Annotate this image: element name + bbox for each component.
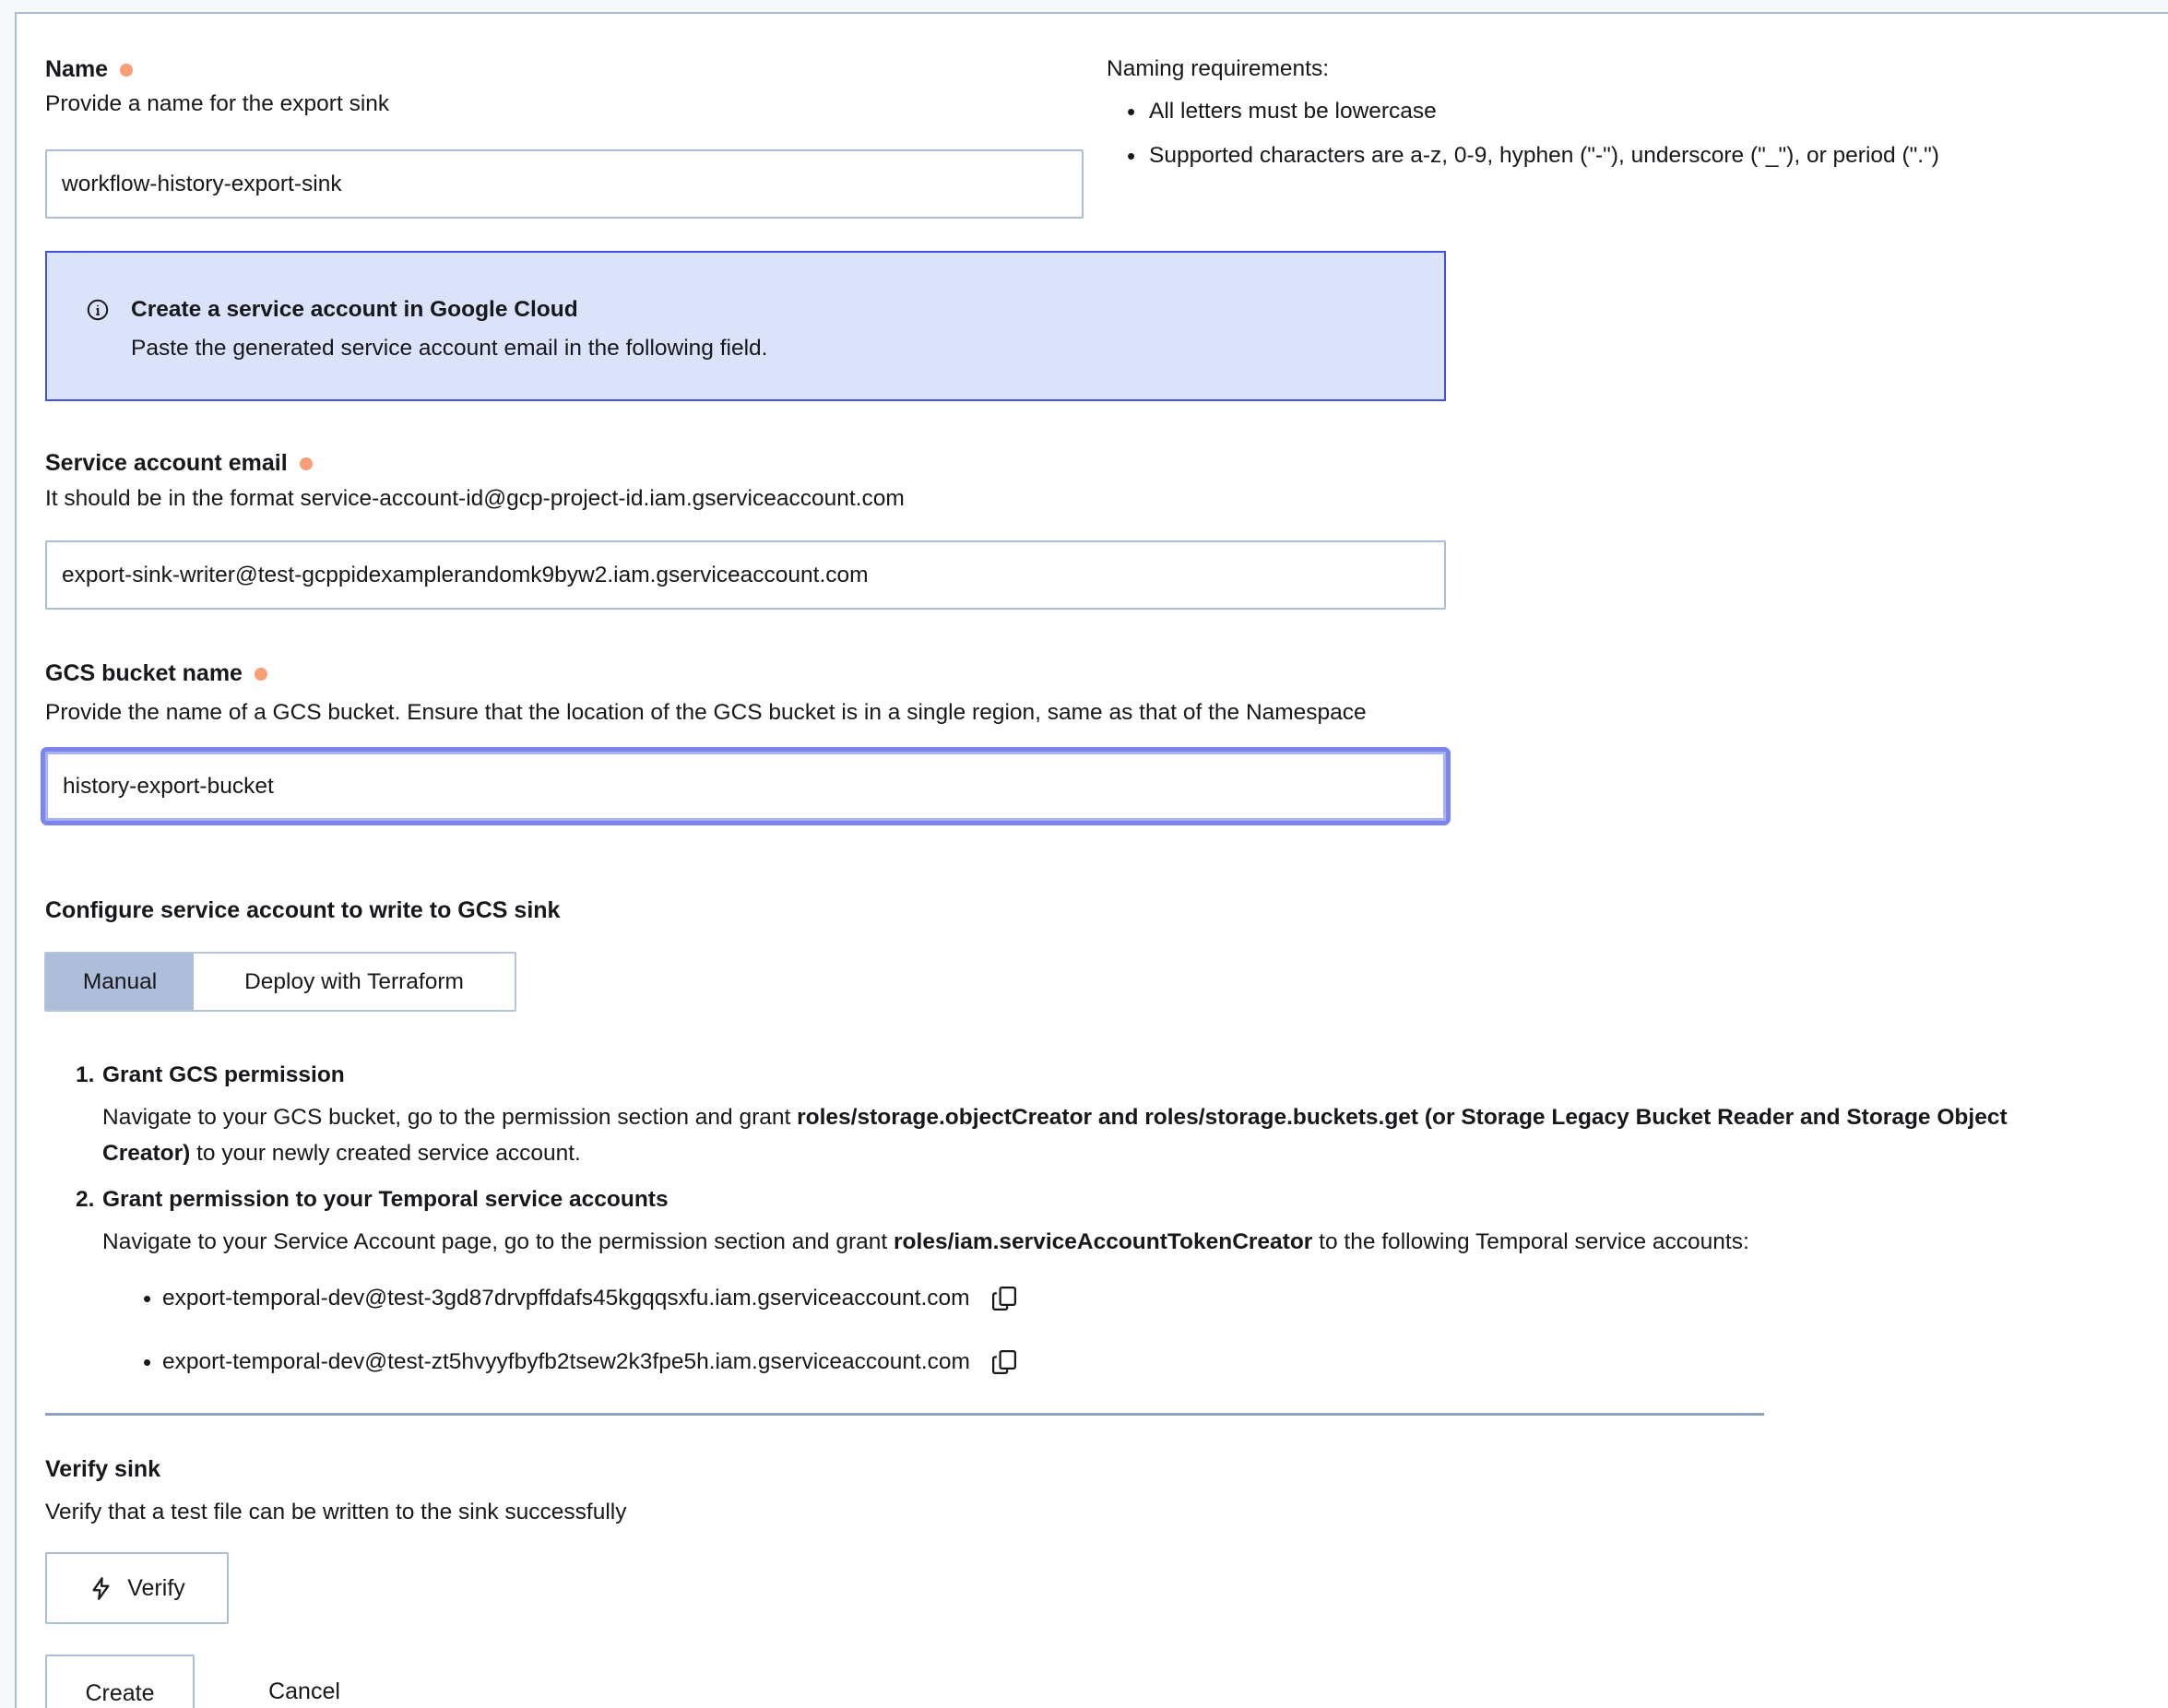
naming-requirement-item: • All letters must be lowercase: [1107, 95, 2167, 128]
step-body-text: Navigate to your GCS bucket, go to the permission section and grant: [102, 1105, 798, 1130]
bucket-label-text: GCS bucket name: [45, 660, 243, 686]
step-title: Grant permission to your Temporal service accounts: [102, 1187, 669, 1212]
copy-email-button[interactable]: [990, 1348, 1018, 1376]
verify-sink-description: Verify that a test file can be written to the sink successfully: [45, 1500, 627, 1524]
service-account-label: [45, 447, 313, 479]
service-account-input[interactable]: [45, 540, 1446, 610]
create-button[interactable]: Create: [45, 1655, 195, 1708]
step-body: [102, 1224, 2094, 1260]
service-account-description: It should be in the format service-account-id@gcp-project-id.iam.gserviceaccount.com: [45, 486, 905, 511]
naming-requirements-list: [1107, 95, 2167, 172]
lightning-bolt-icon: [89, 1576, 113, 1601]
export-sink-form-panel: [15, 12, 2168, 1708]
bucket-input[interactable]: [45, 752, 1446, 821]
configure-section-title: Configure service account to write to GCS sink: [45, 897, 561, 923]
service-account-item: [162, 1282, 2095, 1315]
verify-sink-title: Verify sink: [45, 1456, 161, 1482]
step-body-text: to your newly created service account.: [190, 1141, 581, 1166]
info-banner-description: Paste the generated service account email in the following field.: [131, 336, 768, 361]
service-account-email: • export-temporal-dev@test-3gd87drvpffdafs45kgqqsxfu.iam.gserviceaccount.com: [162, 1286, 970, 1311]
step-grant-temporal-permission: [76, 1183, 2095, 1379]
bucket-label: [45, 658, 267, 689]
service-account-label-text: Service account email: [45, 450, 288, 476]
step-body-text: Navigate to your Service Account page, go to the permission section and grant: [102, 1229, 894, 1254]
section-divider: [45, 1413, 1764, 1416]
copy-email-button[interactable]: [990, 1285, 1018, 1312]
required-dot-icon: [255, 668, 267, 681]
naming-requirements: [1107, 53, 2167, 184]
service-account-item: [162, 1346, 2095, 1379]
required-dot-icon: [120, 64, 133, 77]
tab-deploy-with-terraform[interactable]: Deploy with Terraform: [194, 954, 515, 1010]
verify-button[interactable]: [45, 1552, 229, 1624]
configure-tabs: [44, 952, 516, 1012]
tab-manual[interactable]: Manual: [46, 954, 194, 1010]
step-grant-gcs-permission: [76, 1059, 2095, 1171]
name-label-text: Name: [45, 56, 109, 82]
step-number: 1.: [76, 1062, 95, 1087]
step-title: Grant GCS permission: [102, 1062, 345, 1087]
copy-icon: [990, 1285, 1018, 1312]
bucket-description: Provide the name of a GCS bucket. Ensure that the location of the GCS bucket is in a single region, same as that of the Namespace: [45, 700, 1367, 725]
step-body: [102, 1099, 2094, 1171]
info-banner: [45, 251, 1446, 401]
name-label: [45, 53, 133, 85]
service-account-email: • export-temporal-dev@test-zt5hvyyfbyfb2tsew2k3fpe5h.iam.gserviceaccount.com: [162, 1349, 970, 1374]
step-body-roles: roles/iam.serviceAccountTokenCreator: [894, 1229, 1313, 1254]
info-banner-title: Create a service account in Google Cloud: [131, 297, 578, 322]
cancel-button[interactable]: Cancel: [212, 1655, 397, 1708]
copy-icon: [990, 1348, 1018, 1376]
step-body-text: to the following Temporal service accounts:: [1312, 1229, 1749, 1254]
naming-requirements-title: Naming requirements:: [1107, 56, 1330, 81]
naming-requirement-item: • Supported characters are a-z, 0-9, hyphen ("-"), underscore ("_"), or period ("."): [1107, 139, 2167, 172]
step-body-roles: roles/storage.objectCreator and roles/storage.buckets.get (or Storage Legacy Bucket Reader and Storage Object Creator): [102, 1105, 2008, 1166]
step-number: 2.: [76, 1187, 95, 1212]
manual-steps: [76, 1059, 2095, 1409]
info-icon: [87, 299, 109, 321]
required-dot-icon: [300, 457, 313, 470]
verify-button-label: Verify: [127, 1574, 185, 1601]
name-description: Provide a name for the export sink: [45, 91, 390, 116]
temporal-service-account-list: [102, 1282, 2095, 1379]
name-input[interactable]: [45, 149, 1084, 219]
